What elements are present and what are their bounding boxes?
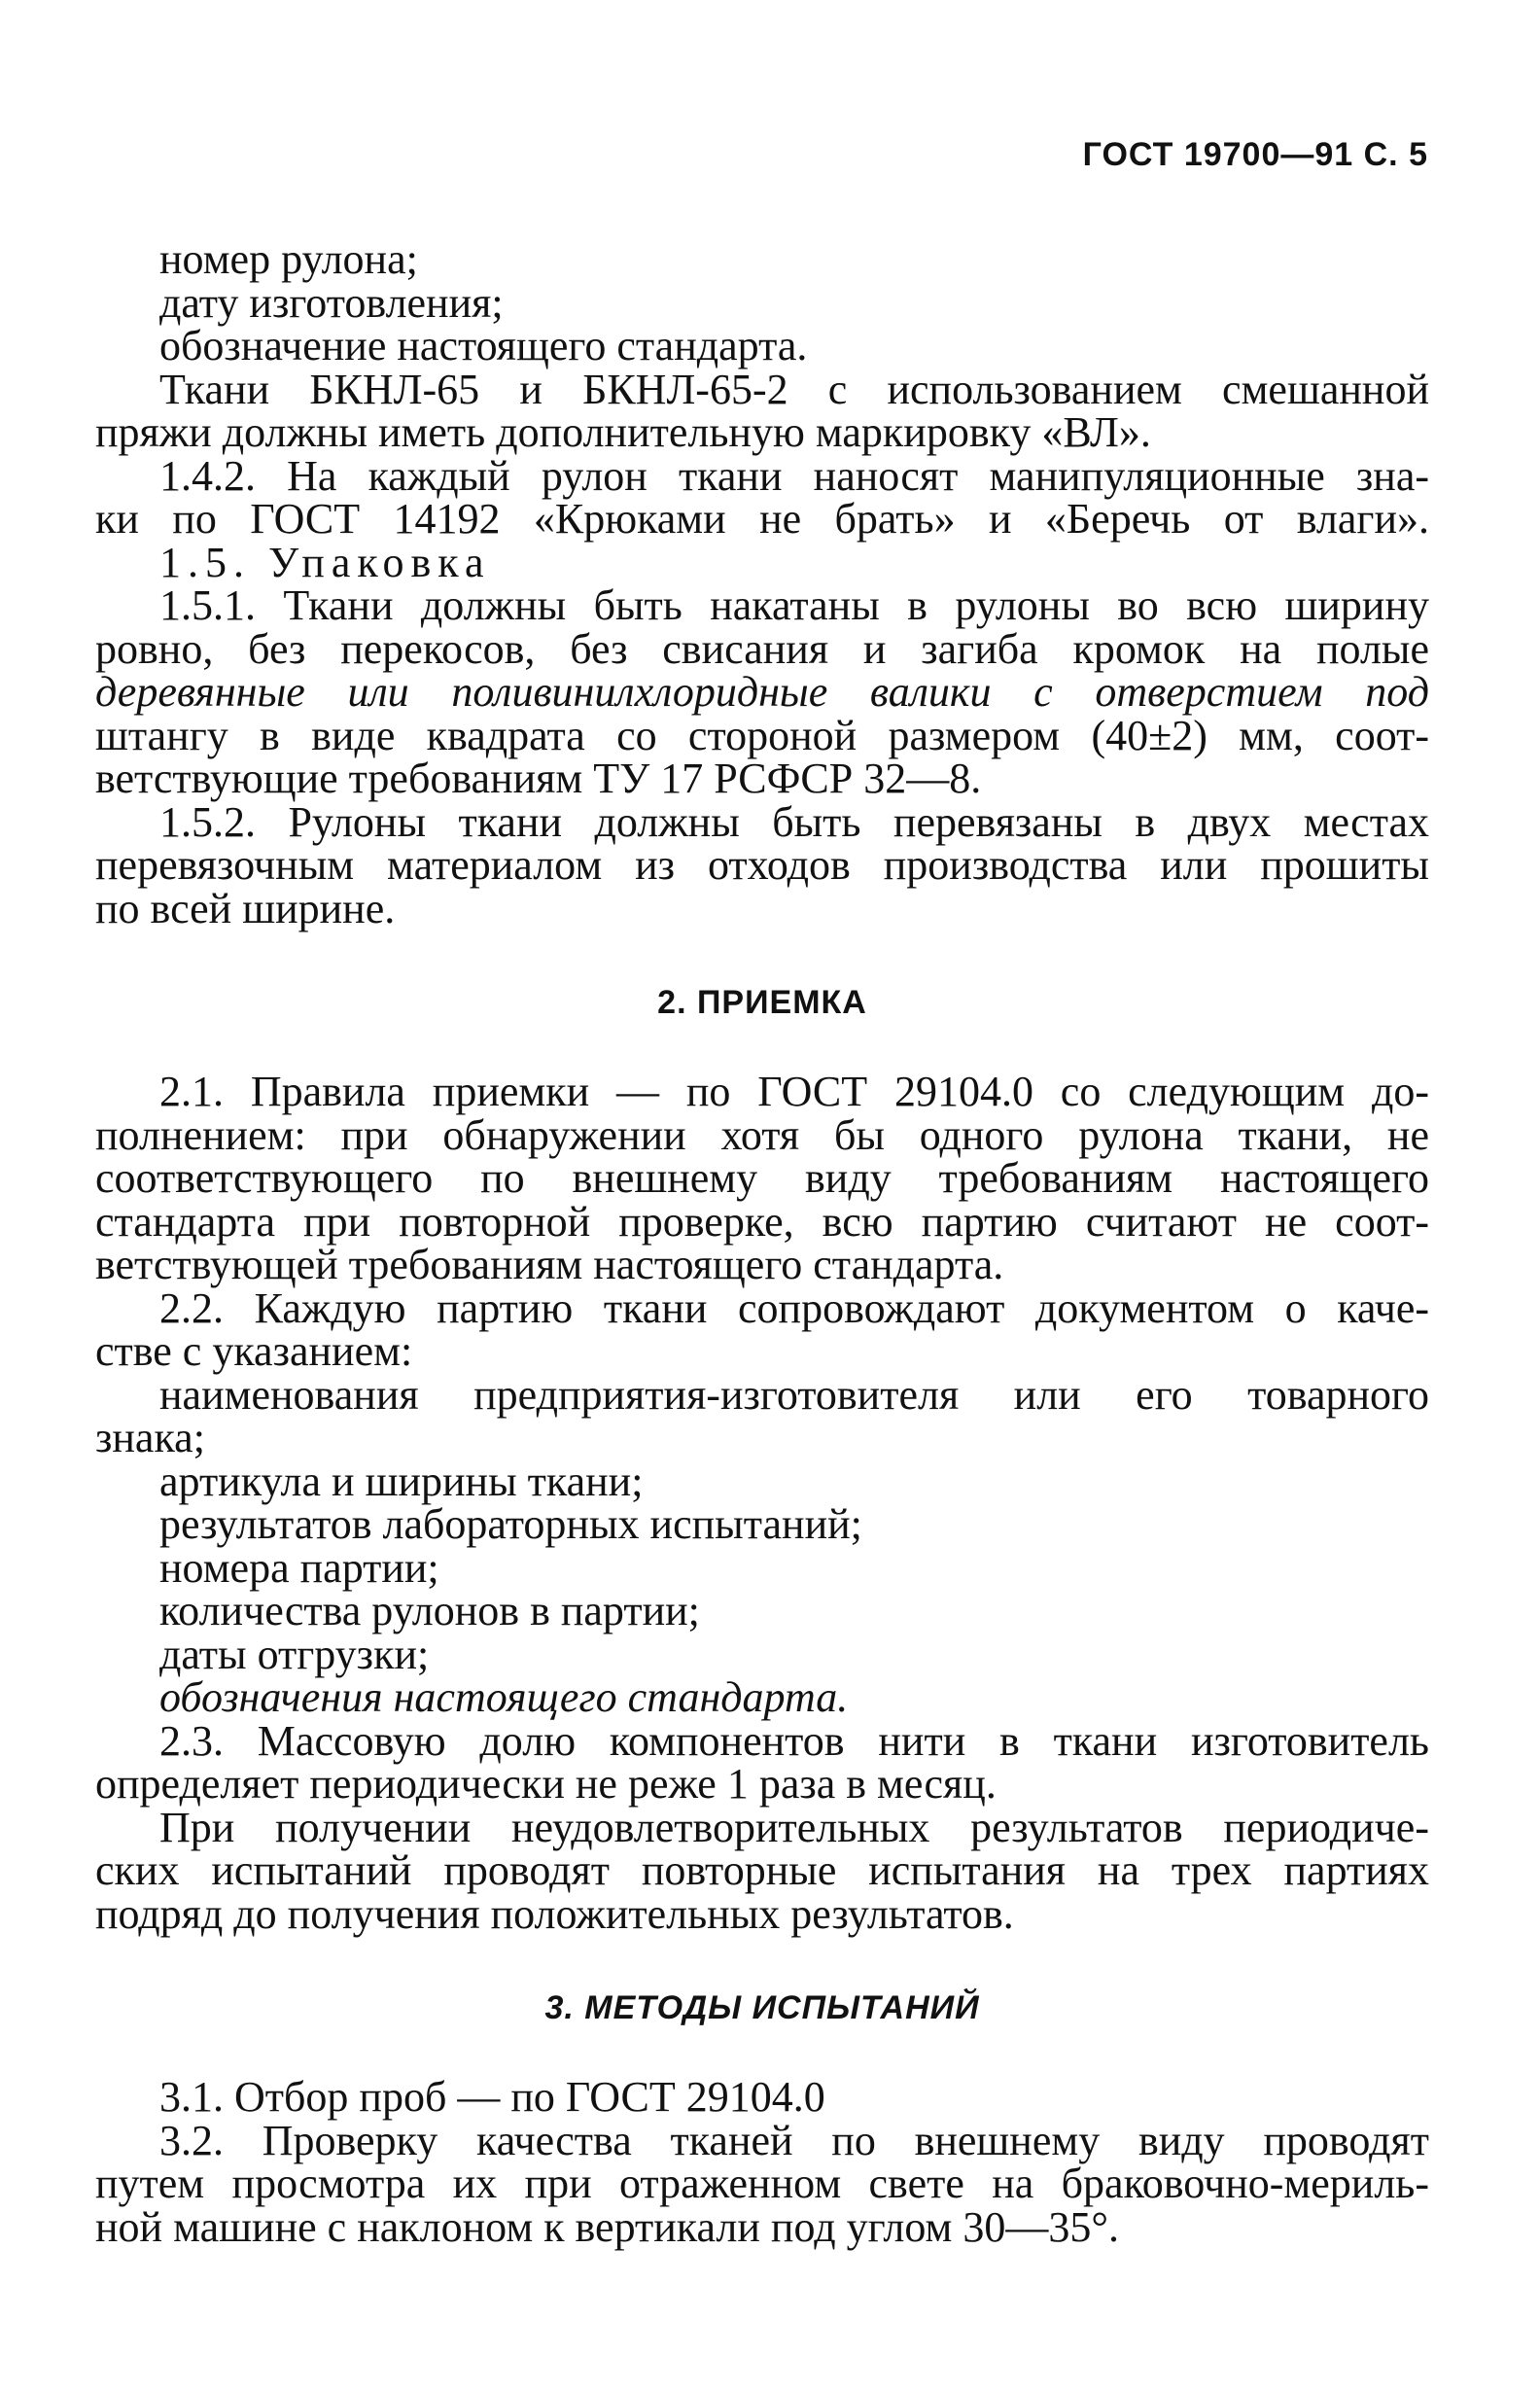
text-line: При получении неудовлетворительных результатов периодиче- (159, 1803, 1429, 1851)
list-item: результатов лабораторных испытаний; (159, 1500, 862, 1548)
text-line: обозначение настоящего стандарта. (159, 322, 808, 369)
text-line: подряд до получения положительных результатов. (95, 1889, 1014, 1938)
text-line: 3.1. Отбор проб — по ГОСТ 29104.0 (159, 2073, 825, 2121)
text-line: номер рулона; (159, 235, 418, 283)
text-line: 1.5.1. Ткани должны быть накатаны в рулоны во всю ширину (159, 581, 1429, 629)
list-item: количества рулонов в партии; (159, 1587, 700, 1634)
text-line: соответствующего по внешнему виду требованиям настоящего (95, 1154, 1429, 1202)
text-line: по всей ширине. (95, 884, 396, 932)
list-item: обозначения настоящего стандарта. (159, 1673, 849, 1721)
text-line: ки по ГОСТ 14192 «Крюками не брать» и «Беречь от влаги». (95, 495, 1429, 543)
section-heading: 3. МЕТОДЫ ИСПЫТАНИЙ (544, 1989, 980, 2026)
text-line: путем просмотра их при отраженном свете на браковочно-мериль- (95, 2160, 1429, 2207)
text-line: наименования предприятия-изготовителя или его товарного (159, 1370, 1429, 1419)
text-line: пряжи должны иметь дополнительную маркировку «ВЛ». (95, 408, 1151, 456)
text-line: знака; (95, 1414, 205, 1461)
list-item: артикула и ширины ткани; (159, 1457, 644, 1505)
text-line: 1.5.2. Рулоны ткани должны быть перевязаны в двух местах (159, 797, 1429, 846)
section-heading: 2. ПРИЕМКА (657, 984, 867, 1021)
list-item: даты отгрузки; (159, 1630, 430, 1678)
text-line: ских испытаний проводят повторные испытания на трех партиях (95, 1846, 1429, 1894)
text-line: определяет периодически не реже 1 раза в месяц. (95, 1760, 997, 1808)
subsection-heading: 1.5. Упаковка (159, 538, 491, 586)
text-line: Ткани БКНЛ-65 и БКНЛ-65-2 с использованием смешанной (159, 365, 1429, 413)
text-line: деревянные или поливинилхлоридные валики с отверстием под (95, 668, 1429, 716)
document-body (95, 235, 1429, 2251)
text-line: 2.1. Правила приемки — по ГОСТ 29104.0 со следующим до- (159, 1068, 1429, 1115)
list-item: номера партии; (159, 1543, 439, 1592)
text-line: ветствующей требованиям настоящего стандарта. (95, 1241, 1004, 1288)
text-line: ветствующие требованиям ТУ 17 РСФСР 32—8. (95, 755, 982, 802)
text-line: 2.3. Массовую долю компонентов нити в ткани изготовитель (159, 1716, 1429, 1765)
text-line: дату изготовления; (159, 278, 504, 327)
text-line: стандарта при повторной проверке, всю партию считают не соот- (95, 1197, 1429, 1246)
text-line: 1.4.2. На каждый рулон ткани наносят манипуляционные зна- (159, 451, 1429, 500)
text-line: 3.2. Проверку качества тканей по внешнему виду проводят (159, 2116, 1429, 2164)
running-header: ГОСТ 19700—91 С. 5 (1082, 136, 1428, 173)
text-line: перевязочным материалом из отходов производства или прошиты (95, 841, 1429, 889)
text-line: штангу в виде квадрата со стороной размером (40±2) мм, соот- (95, 711, 1429, 759)
text-line: стве с указанием: (95, 1327, 413, 1375)
text-line: полнением: при обнаружении хотя бы одного рулона ткани, не (95, 1110, 1429, 1159)
text-line: ровно, без перекосов, без свисания и загиба кромок на полые (95, 624, 1429, 673)
text-line: ной машине с наклоном к вертикали под углом 30—35°. (95, 2202, 1119, 2251)
text-line: 2.2. Каждую партию ткани сопровождают документом о каче- (159, 1283, 1429, 1332)
